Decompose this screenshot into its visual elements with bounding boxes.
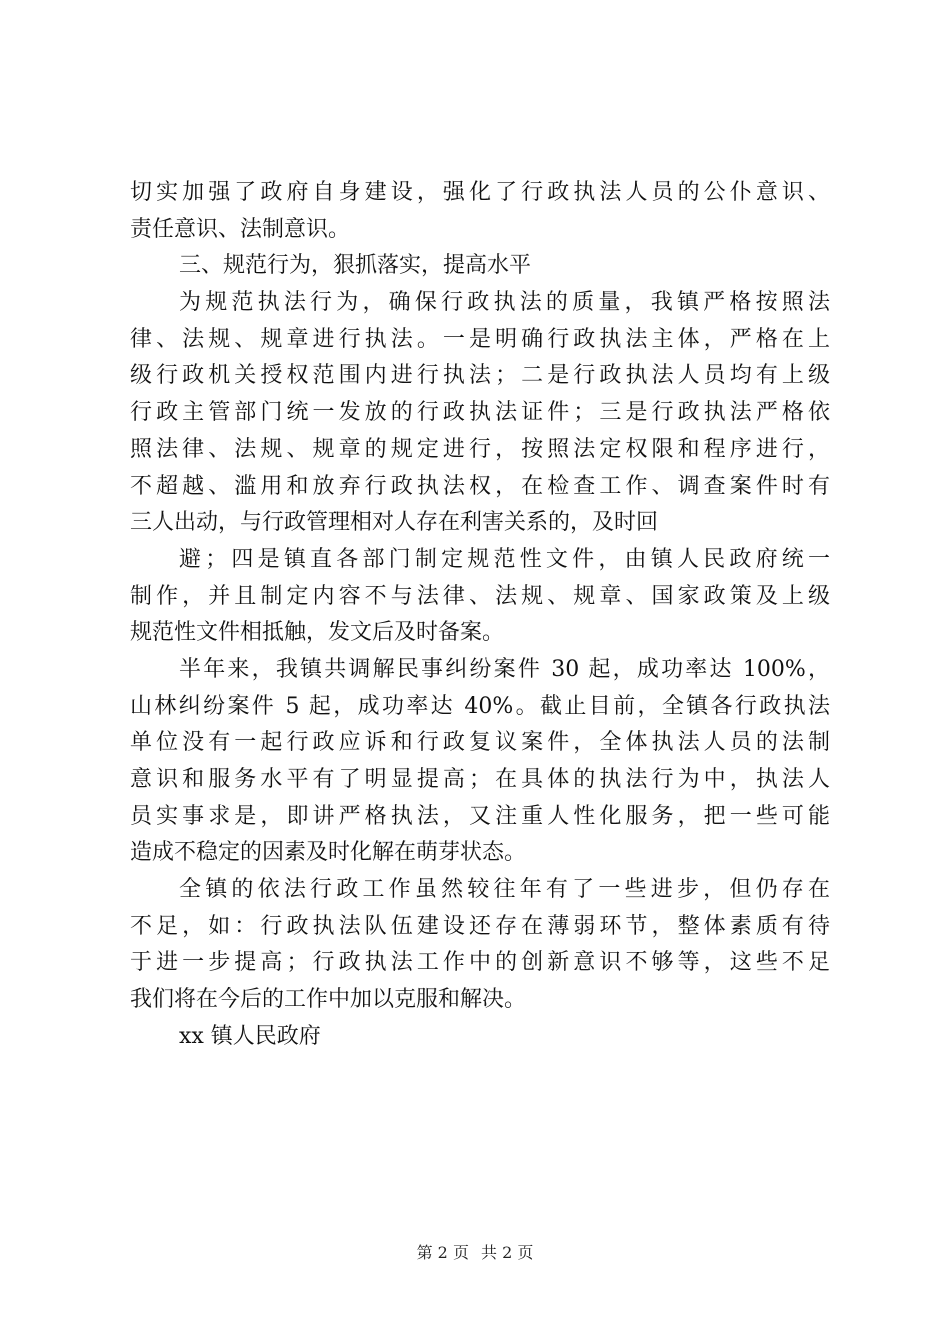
text-line: 规范性文件相抵触，发文后及时备案。 [130, 620, 505, 646]
paragraph-first-line: 全镇的依法行政工作虽然较往年有了一些进步，但仍存在 [179, 877, 830, 903]
text-line: 责任意识、法制意识。 [130, 216, 351, 242]
page-number: 第 2 页 [416, 1243, 469, 1262]
paragraph-first-line: 避；四是镇直各部门制定规范性文件，由镇人民政府统一 [179, 546, 830, 572]
text-line: 造成不稳定的因素及时化解在萌芽状态。 [130, 840, 527, 866]
text-line: 意识和服务水平有了明显提高；在具体的执法行为中，执法人 [130, 767, 830, 792]
text-line: 不超越、滥用和放弃行政执法权，在检查工作、调查案件时有 [130, 473, 830, 499]
text-line: 山林纠纷案件 5 起，成功率达 40%。截止目前，全镇各行政执法 [130, 693, 830, 719]
text-line: 切实加强了政府自身建设，强化了行政执法人员的公仆意识、 [130, 180, 830, 205]
text-line: 制作，并且制定内容不与法律、法规、规章、国家政策及上级 [130, 583, 830, 609]
text-line: 不足，如：行政执法队伍建设还存在薄弱环节，整体素质有待 [130, 913, 830, 939]
text-line: 三人出动，与行政管理相对人存在利害关系的，及时回 [130, 510, 659, 536]
text-line: 行政主管部门统一发放的行政执法证件；三是行政执法严格依 [130, 400, 830, 426]
section-heading: 三、规范行为，狠抓落实，提高水平 [179, 253, 532, 279]
text-line: 照法律、法规、规章的规定进行，按照法定权限和程序进行， [130, 436, 830, 462]
paragraph-first-line: 半年来，我镇共调解民事纠纷案件 30 起，成功率达 100%， [179, 656, 830, 682]
page-total: 共 2 页 [481, 1243, 534, 1262]
text-line: 律、法规、规章进行执法。一是明确行政执法主体，严格在上 [130, 326, 830, 352]
text-line: 我们将在今后的工作中加以克服和解决。 [130, 987, 527, 1013]
text-line: 于进一步提高；行政执法工作中的创新意识不够等，这些不足 [130, 950, 830, 976]
text-line: 员实事求是，即讲严格执法，又注重人性化服务，把一些可能 [130, 803, 830, 829]
paragraph-first-line: 为规范执法行为，确保行政执法的质量，我镇严格按照法 [179, 290, 830, 316]
page-footer [0, 1241, 950, 1265]
signature-line: xx 镇人民政府 [179, 1023, 321, 1049]
text-line: 级行政机关授权范围内进行执法；二是行政执法人员均有上级 [130, 363, 830, 389]
text-line: 单位没有一起行政应诉和行政复议案件，全体执法人员的法制 [130, 730, 830, 756]
document-body [130, 175, 830, 1056]
